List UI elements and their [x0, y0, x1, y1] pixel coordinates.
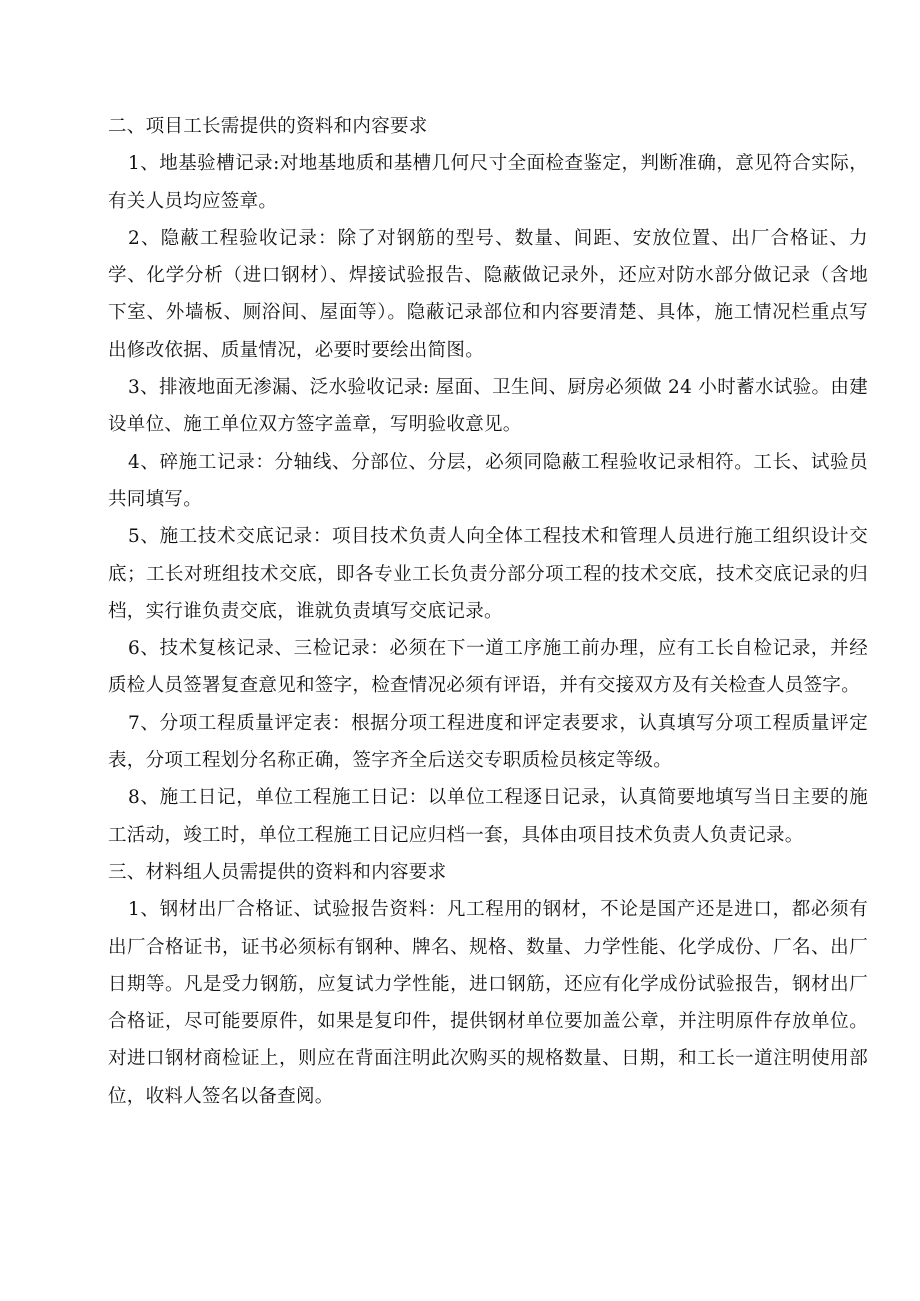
section-2-heading: 二、项目工长需提供的资料和内容要求: [108, 116, 428, 137]
section-2-item-3: 3、排液地面无渗漏、泛水验收记录: 屋面、卫生间、厨房必须做 24 小时蓄水试验。由建设单位、施工单位双方签字盖章，写明验收意见。: [108, 377, 868, 436]
section-3-heading: 三、材料组人员需提供的资料和内容要求: [108, 861, 447, 883]
document-body: [108, 108, 868, 1115]
section-2-item-6: 6、技术复核记录、三检记录：必须在下一道工序施工前办理，应有工长自检记录，并经质检人员签署复查意见和签字，检查情况必须有评语，并有交接双方及有关检查人员签字。: [108, 638, 868, 697]
section-2-item-7: 7、分项工程质量评定表：根据分项工程进度和评定表要求，认真填写分项工程质量评定表，分项工程划分名称正确，签字齐全后送交专职质检员核定等级。: [108, 712, 868, 772]
section-2-item-4: 4、碎施工记录：分轴线、分部位、分层，必须同隐蔽工程验收记录相符。工长、试验员共同填写。: [108, 451, 868, 510]
section-2-item-2: 2、隐蔽工程验收记录：除了对钢筋的型号、数量、间距、安放位置、出厂合格证、力学、化学分析（进口钢材）、焊接试验报告、隐蔽做记录外，还应对防水部分做记录（含地下室、外墙板、厕浴间、屋面等）。隐蔽记录部位和内容要清楚、具体，施工情况栏重点写出修改依据、质量情况，必要时要绘出简图。: [108, 227, 868, 361]
section-2-item-5: 5、施工技术交底记录：项目技术负责人向全体工程技术和管理人员进行施工组织设计交底；工长对班组技术交底，即各专业工长负责分部分项工程的技术交底，技术交底记录的归档，实行谁负责交底，谁就负责填写交底记录。: [108, 526, 868, 622]
section-2-item-1: 1、地基验槽记录:对地基地质和基槽几何尺寸全面检查鉴定，判断准确，意见符合实际，有关人员均应签章。: [108, 153, 868, 212]
section-2-item-8: 8、施工日记，单位工程施工日记：以单位工程逐日记录，认真简要地填写当日主要的施工活动，竣工时，单位工程施工日记应归档一套，具体由项目技术负责人负责记录。: [108, 787, 868, 846]
section-3-item-1: 1、钢材出厂合格证、试验报告资料：凡工程用的钢材，不论是国产还是进口，都必须有出厂合格证书，证书必须标有钢种、牌名、规格、数量、力学性能、化学成份、厂名、出厂日期等。凡是受力钢筋，应复试力学性能，进口钢筋，还应有化学成份试验报告，钢材出厂合格证，尽可能要原件，如果是复印件，提供钢材单位要加盖公章，并注明原件存放单位。对进口钢材商检证上，则应在背面注明此次购买的规格数量、日期，和工长一道注明使用部位，收料人签名以备查阅。: [108, 899, 868, 1107]
